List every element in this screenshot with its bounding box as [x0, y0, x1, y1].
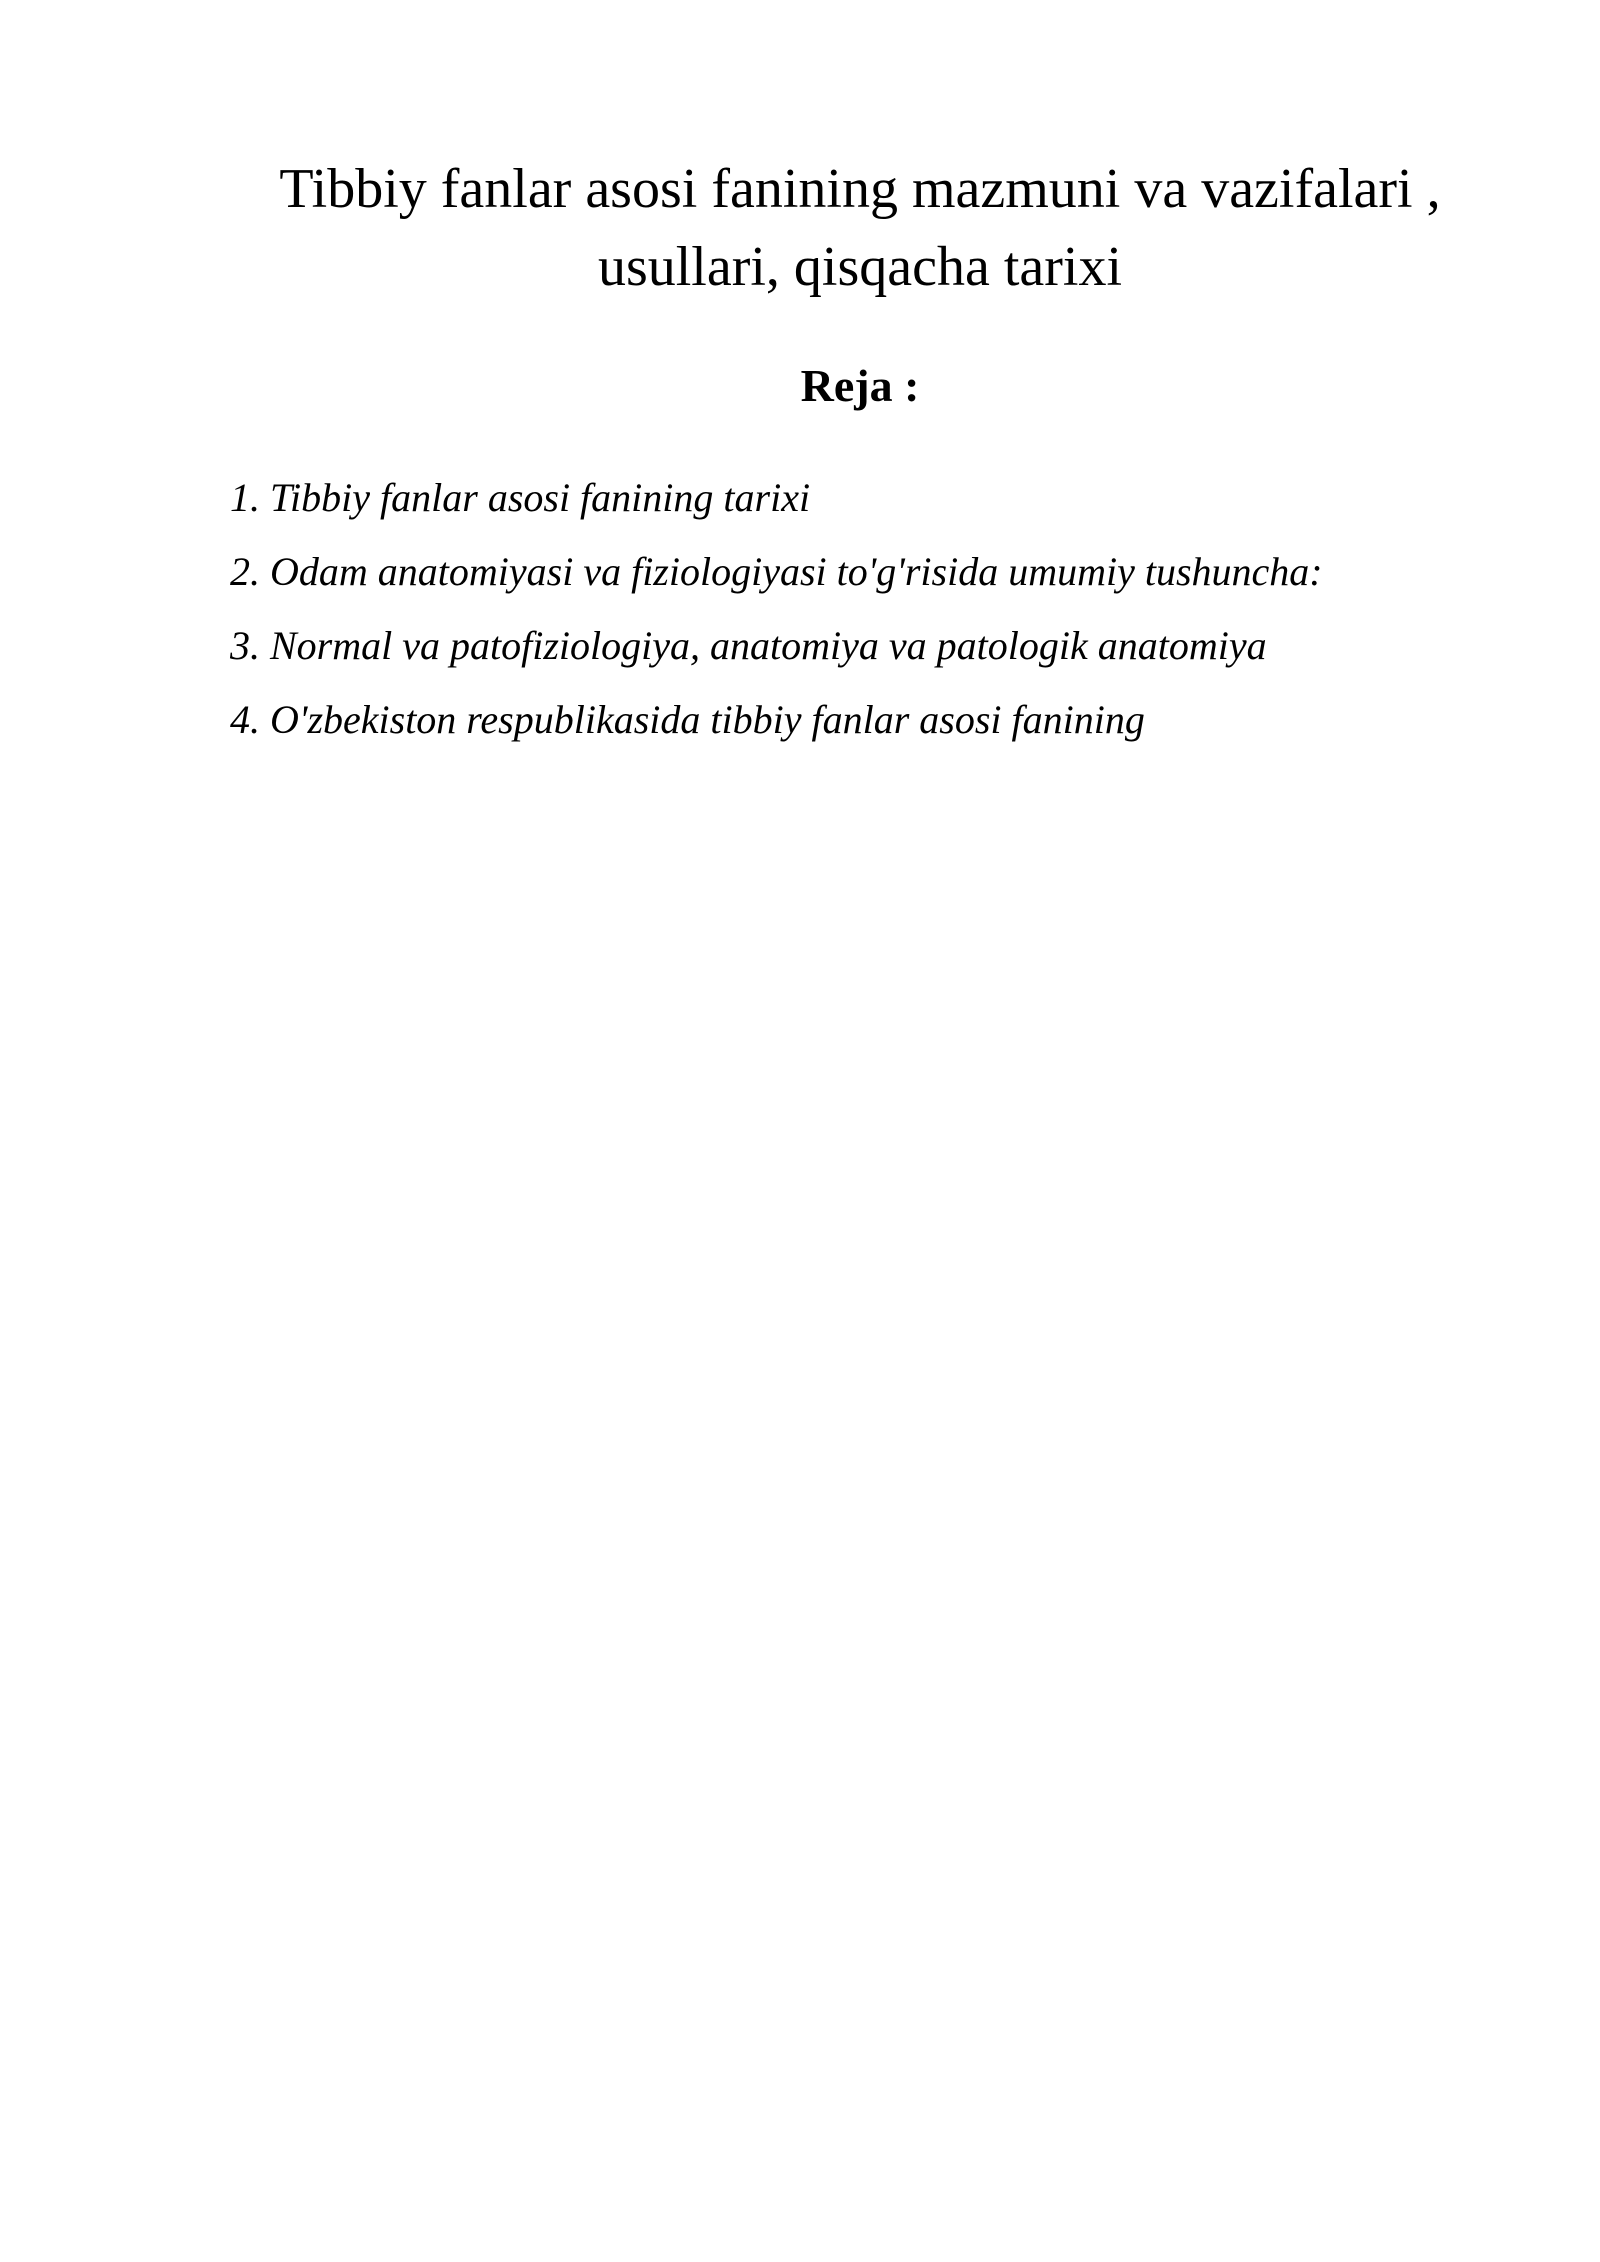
plan-item-2: 2. Odam anatomiyasi va fiziologiyasi to'g'risida umumiy tushuncha: — [230, 549, 1323, 594]
plan-list — [230, 474, 1323, 770]
title-line-1: Tibbiy fanlar asosi fanining mazmuni va vazifalari , — [279, 158, 1441, 220]
plan-item-4: 4. O'zbekiston respublikasida tibbiy fanlar asosi fanining — [230, 697, 1145, 742]
page-title — [200, 150, 1520, 306]
plan-item-3: 3. Normal va patofiziologiya, anatomiya va patologik anatomiya — [230, 623, 1267, 668]
plan-item-1: 1. Tibbiy fanlar asosi fanining tarixi — [230, 475, 811, 520]
plan-heading: Reja : — [800, 360, 920, 411]
title-line-2: usullari, qisqacha tarixi — [597, 236, 1123, 298]
